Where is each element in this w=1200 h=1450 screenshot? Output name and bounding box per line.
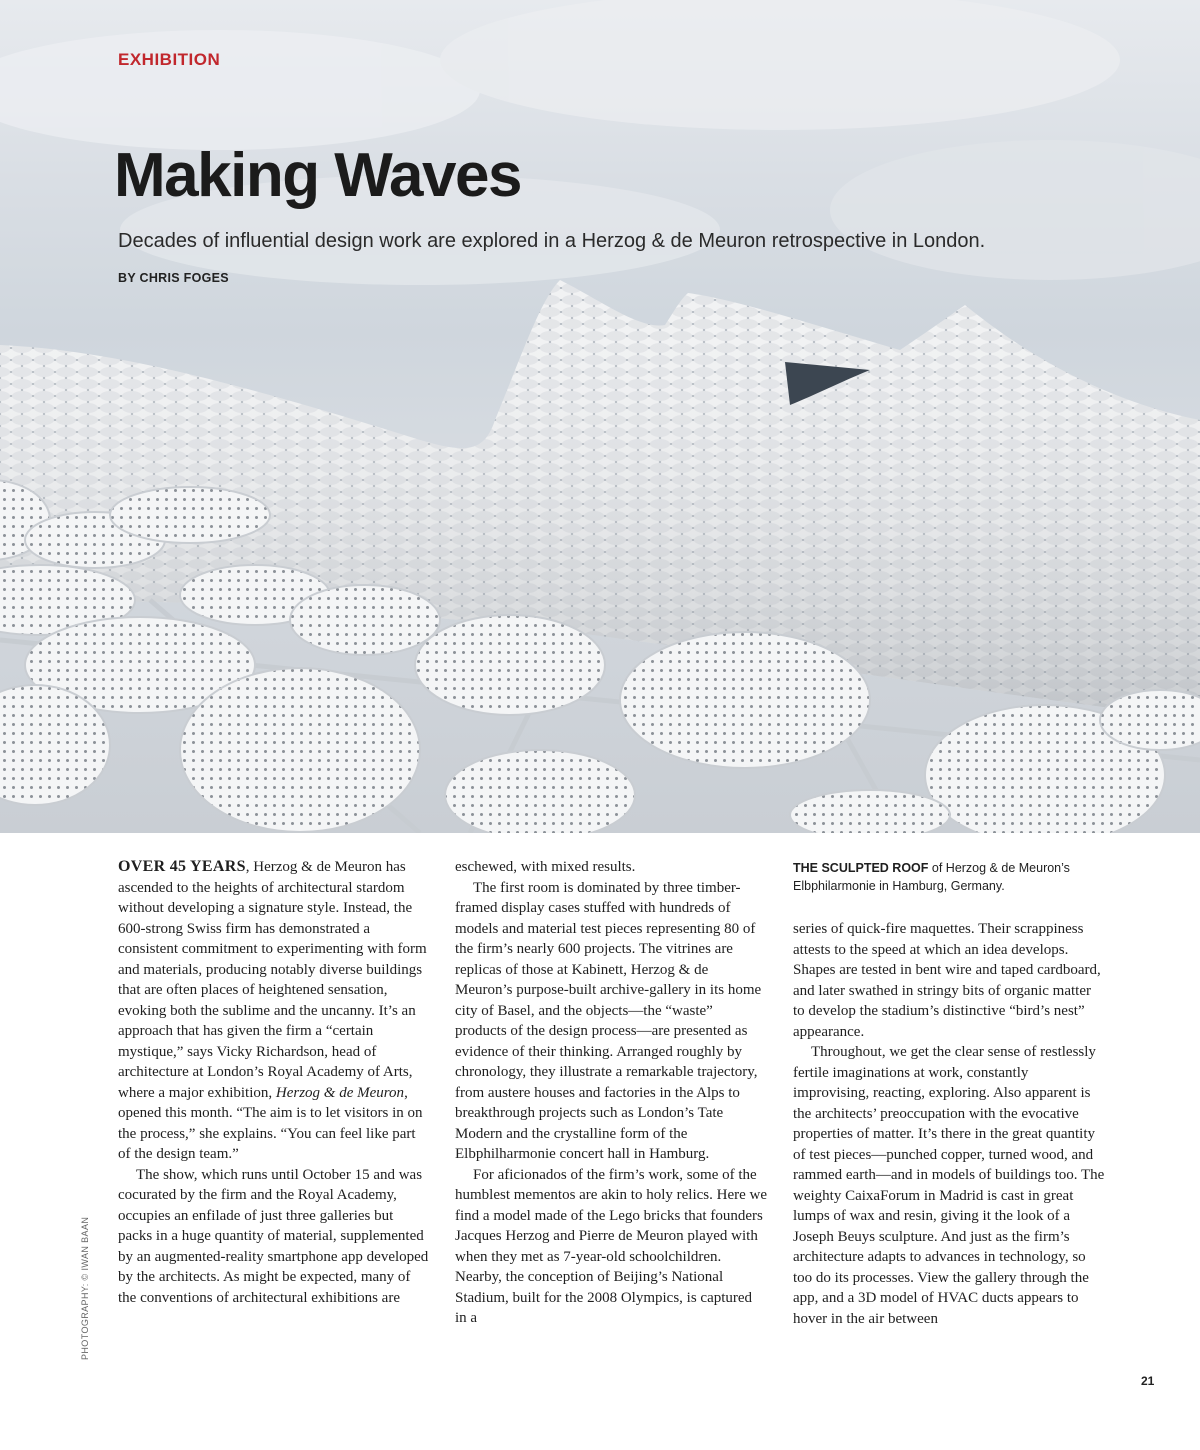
paragraph-2-continued: eschewed, with mixed results. — [455, 859, 636, 875]
body-column-1 — [118, 857, 430, 1308]
paragraph-1: OVER 45 YEARS, Herzog & de Meuron has ascended to the heights of architectural stardom without developing a signature style. Instead, the 600-strong Swiss firm has demonstrated a consistent commitment to experimenting with form and materials, producing notably diverse buildings that are often places of heightened sensation, evoking both the sublime and the uncanny. It’s an approach that has given the firm a “certain mystique,” says Vicky Richardson, head of architecture at London’s Royal Academy of Arts, where a major exhibition, Herzog & de Meuron, opened this month. “The aim is to let visitors in on the process,” she explains. “You can feel like part of the design team.” — [118, 858, 427, 1162]
page-number: 21 — [1141, 1374, 1155, 1388]
section-tag: EXHIBITION — [118, 50, 221, 69]
caption-lead: THE SCULPTED ROOF — [793, 861, 929, 875]
photo-credit: PHOTOGRAPHY: © IWAN BAAN — [80, 1216, 90, 1360]
paragraph-4: For aficionados of the firm’s work, some of the humblest mementos are akin to holy relics. Here we find a model made of the Lego bricks that founders Jacques Herzog and Pierre de Meuron played with when they met as 7-year-old schoolchildren. Nearby, the conception of Beijing’s National Stadium, built for the 2008 Olympics, is captured in a — [455, 1166, 767, 1326]
paragraph-4-continued: series of quick-fire maquettes. Their scrappiness attests to the speed at which an idea develops. Shapes are tested in bent wire and taped cardboard, and later swathed in stringy bits of organic matter to develop the stadium’s distinctive “bird’s nest” appearance. — [793, 921, 1101, 1040]
deck-subtitle: Decades of influential design work are explored in a Herzog & de Meuron retrospective in London. — [118, 230, 986, 252]
lead-in: OVER 45 YEARS — [118, 858, 246, 875]
paragraph-3: The first room is dominated by three timber-framed display cases stuffed with hundreds of models and material test pieces representing 80 of the firm’s nearly 600 projects. The vitrines are replicas of those at Kabinett, Herzog & de Meuron’s purpose-built archive-gallery in its home city of Basel, and the objects—the “waste” products of the design process—are presented as evidence of their thinking. Arranged roughly by chronology, they illustrate a remarkable trajectory, from austere houses and factories in the Alps to breakthrough projects such as London’s Tate Modern and the crystalline form of the Elbphilharmonie concert hall in Hamburg. — [455, 879, 762, 1162]
paragraph-5: Throughout, we get the clear sense of restlessly fertile imaginations at work, constantly improvising, reacting, exploring. Also apparent is the architects’ preoccupation with the evocative properties of matter. It’s there in the great quantity of test pieces—punched copper, turned wood, and rammed earth—and in models of buildings too. The weighty CaixaForum in Madrid is cast in great lumps of wax and resin, giving it the look of a Joseph Beuys sculpture. And just as the firm’s architecture adapts to advances in technology, so too do its processes. View the gallery through the app, and a 3D model of HVAC ducts appears to hover in the air between — [793, 1044, 1105, 1327]
exhibition-title: Herzog & de Meuron — [275, 1084, 405, 1101]
body-column-2 — [455, 857, 767, 1329]
paragraph-2: The show, which runs until October 15 and was cocurated by the firm and the Royal Academy, occupies an enfilade of just three galleries but packs in a huge quantity of material, supplemented by an augmented-reality smartphone app developed by the architects. As might be expected, many of the conventions of architectural exhibitions are — [118, 1166, 429, 1306]
body-column-3 — [793, 919, 1105, 1329]
headline: Making Waves — [114, 141, 521, 210]
photo-caption — [793, 859, 1113, 895]
byline: BY CHRIS FOGES — [118, 271, 229, 285]
caption-text: of Herzog & de Meuron’s Elbphilarmonie in Hamburg, Germany. — [793, 861, 1070, 893]
